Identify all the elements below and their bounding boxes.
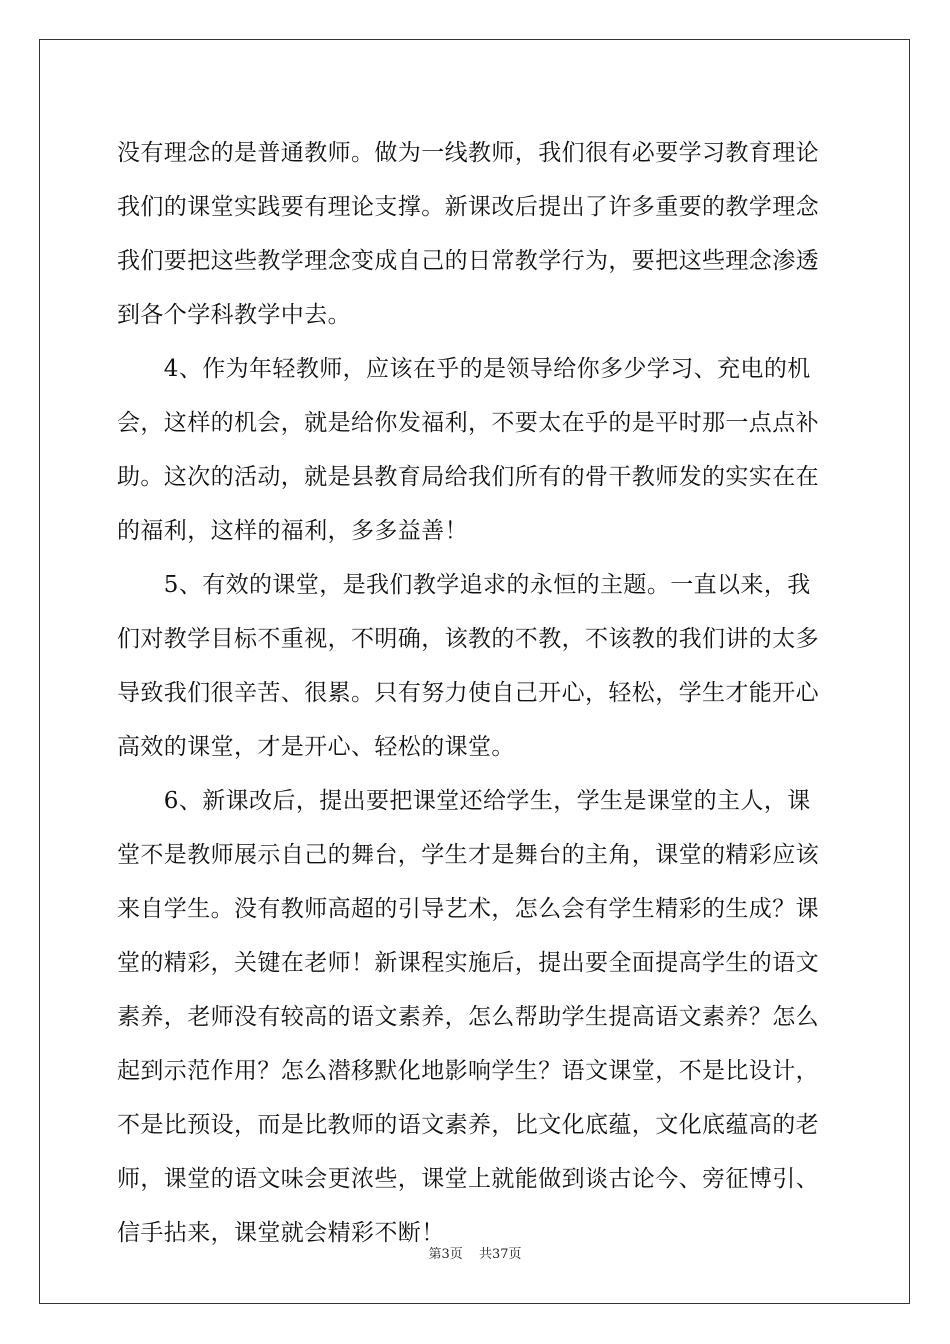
- page-number-total: 共37页: [478, 1247, 522, 1262]
- text-line: 我们的课堂实践要有理论支撑。新课改后提出了许多重要的教学理念: [117, 194, 819, 220]
- text-line: 4、作为年轻教师，应该在乎的是领导给你多少学习、充电的机: [117, 356, 811, 382]
- text-line: 来自学生。没有教师高超的引导艺术，怎么会有学生精彩的生成？课: [117, 896, 819, 922]
- text-line: 起到示范作用？怎么潜移默化地影响学生？语文课堂，不是比设计，: [117, 1058, 819, 1084]
- document-body: [117, 126, 837, 1260]
- text-line: 我们要把这些教学理念变成自己的日常教学行为，要把这些理念渗透: [117, 248, 819, 274]
- text-line: 的福利，这样的福利，多多益善！: [117, 518, 468, 544]
- text-line: 素养，老师没有较高的语文素养，怎么帮助学生提高语文素养？怎么: [117, 1004, 819, 1030]
- text-line: 5、有效的课堂，是我们教学追求的永恒的主题。一直以来，我: [117, 572, 811, 598]
- text-line: 到各个学科教学中去。: [117, 302, 351, 328]
- text-line: 高效的课堂，才是开心、轻松的课堂。: [117, 734, 515, 760]
- text-line: 导致我们很辛苦、很累。只有努力使自己开心，轻松，学生才能开心: [117, 680, 819, 706]
- page-number-current: 第3页: [428, 1247, 463, 1262]
- text-line: 堂不是教师展示自己的舞台，学生才是舞台的主角，课堂的精彩应该: [117, 842, 819, 868]
- text-line: 助。这次的活动，就是县教育局给我们所有的骨干教师发的实实在在: [117, 464, 819, 490]
- page-footer: [0, 1243, 950, 1262]
- text-line: 师，课堂的语文味会更浓些，课堂上就能做到谈古论今、旁征博引、: [117, 1166, 819, 1192]
- text-line: 6、新课改后，提出要把课堂还给学生，学生是课堂的主人，课: [117, 788, 811, 814]
- text-line: 没有理念的是普通教师。做为一线教师，我们很有必要学习教育理论: [117, 140, 819, 166]
- text-line: 们对教学目标不重视，不明确，该教的不教，不该教的我们讲的太多: [117, 626, 819, 652]
- text-line: 堂的精彩，关键在老师！新课程实施后，提出要全面提高学生的语文: [117, 950, 819, 976]
- text-line: 不是比预设，而是比教师的语文素养，比文化底蕴，文化底蕴高的老: [117, 1112, 819, 1138]
- text-line: 信手拈来，课堂就会精彩不断！: [117, 1220, 445, 1246]
- text-line: 会，这样的机会，就是给你发福利，不要太在乎的是平时那一点点补: [117, 410, 819, 436]
